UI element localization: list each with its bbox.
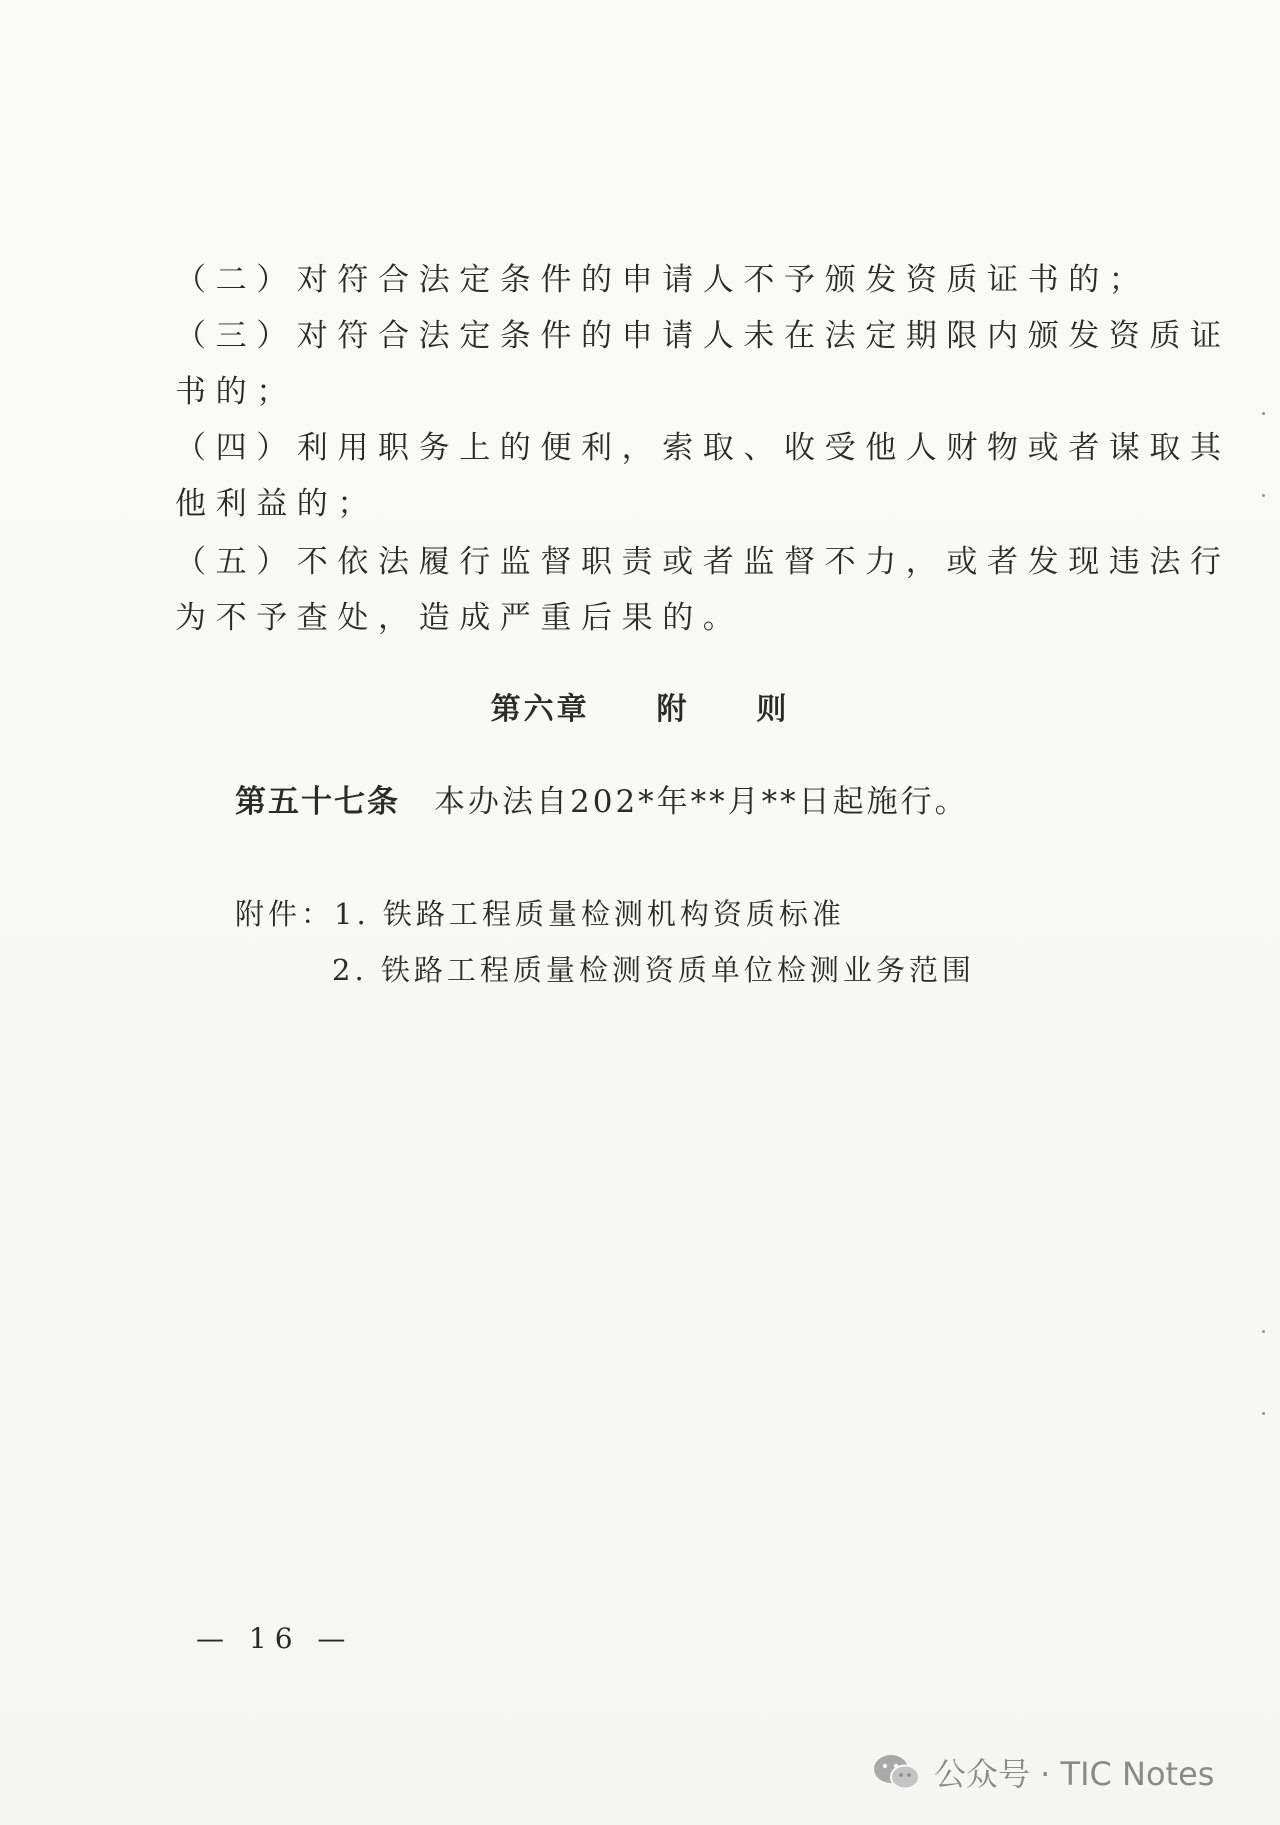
attachment-item-2: 2. 铁路工程质量检测资质单位检测业务范围 xyxy=(332,953,975,987)
article-text: 本办法自202*年**月**日起施行。 xyxy=(434,784,969,820)
paragraph-item-4-line-2: 他利益的； xyxy=(175,486,378,522)
scan-speck xyxy=(1262,1330,1265,1333)
attachment-item-1: 附件：1. 铁路工程质量检测机构资质标准 xyxy=(235,897,845,931)
page-number: — 16 — xyxy=(196,1622,354,1655)
watermark xyxy=(872,1747,1214,1797)
scan-speck xyxy=(1262,494,1265,497)
wechat-icon xyxy=(872,1752,922,1792)
paragraph-item-4-line-1: （四）利用职务上的便利，索取、收受他人财物或者谋取其 xyxy=(175,430,1231,466)
paragraph-item-3-line-2: 书的； xyxy=(175,374,297,410)
scan-speck xyxy=(1262,1412,1265,1415)
chapter-title: 第六章 附 则 xyxy=(490,692,790,727)
paragraph-item-2: （二）对符合法定条件的申请人不予颁发资质证书的； xyxy=(175,262,1150,298)
paragraph-item-3-line-1: （三）对符合法定条件的申请人未在法定期限内颁发资质证 xyxy=(175,318,1231,354)
article-57 xyxy=(235,776,969,821)
paragraph-item-5-line-2: 为不予查处，造成严重后果的。 xyxy=(175,600,744,636)
attachments-list xyxy=(235,886,975,998)
watermark-text: 公众号 · TIC Notes xyxy=(934,1755,1215,1793)
paragraph-item-5-line-1: （五）不依法履行监督职责或者监督不力，或者发现违法行 xyxy=(175,544,1231,580)
article-label: 第五十七条 xyxy=(235,784,400,820)
scan-speck xyxy=(1262,412,1265,415)
